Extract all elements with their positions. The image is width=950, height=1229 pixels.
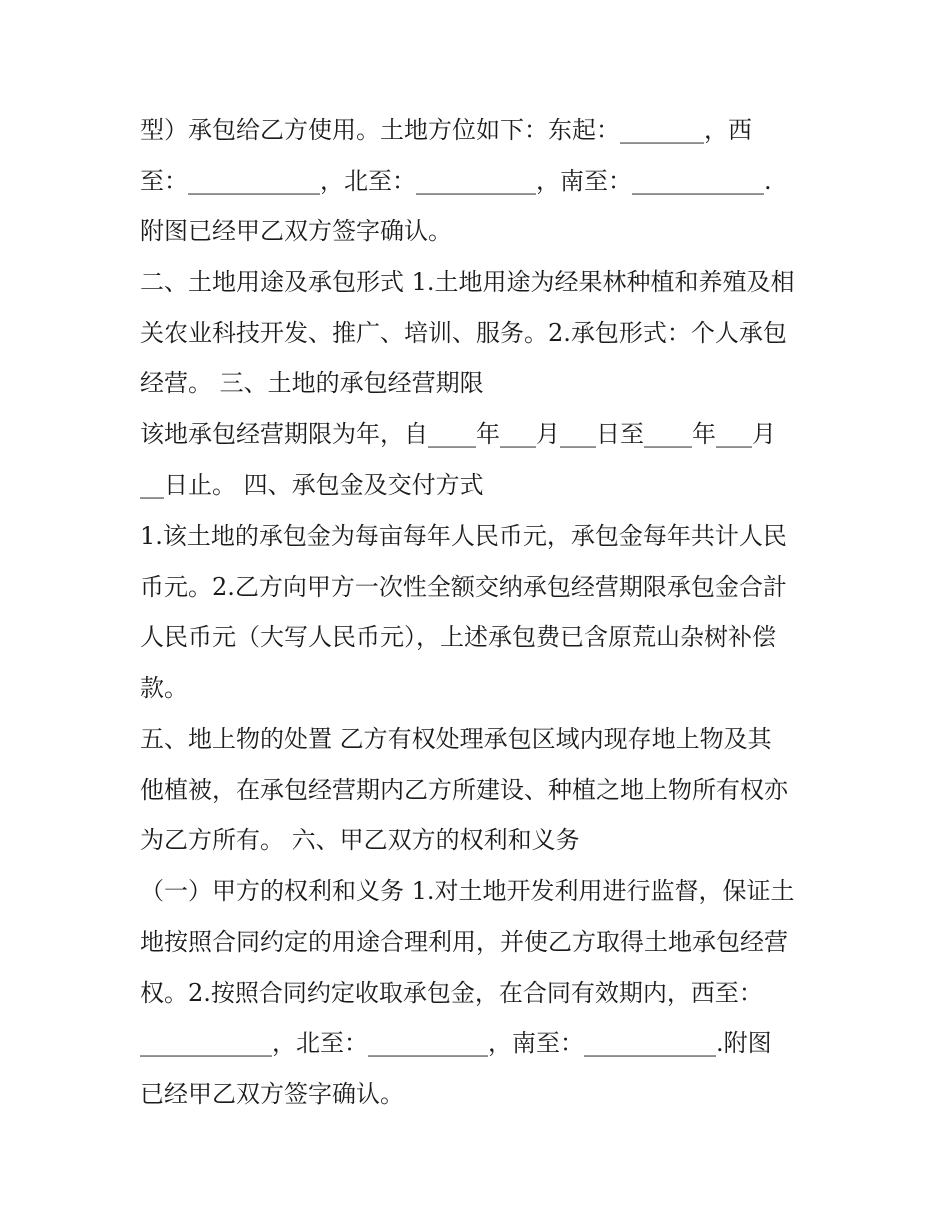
text-line-17: 地按照合同约定的用途合理利用，并使乙方取得土地承包经营 xyxy=(140,928,788,956)
text-line-16: （一）甲方的权利和义务 1.对土地开发利用进行监督，保证土 xyxy=(140,877,795,905)
text-line-7: 该地承包经营期限为年，自____年___月___日至____年___月 xyxy=(140,420,776,448)
text-line-6: 经营。 三、土地的承包经营期限 xyxy=(140,369,484,397)
text-line-13: 五、地上物的处置 乙方有权处理承包区域内现存地上物及其 xyxy=(140,725,772,753)
text-line-11: 人民币元（大写人民币元），上述承包费已含原荒山杂树补偿 xyxy=(140,623,776,651)
text-line-9: 1.该土地的承包金为每亩每年人民币元，承包金每年共计人民 xyxy=(140,522,787,550)
text-line-5: 关农业科技开发、推广、培训、服务。2.承包形式：个人承包 xyxy=(140,319,787,347)
text-line-18: 权。2.按照合同约定收取承包金，在合同有效期内，西至： xyxy=(140,979,763,1007)
text-line-1: 型）承包给乙方使用。土地方位如下：东起：_______，西 xyxy=(140,116,752,144)
text-line-8: __日止。 四、承包金及交付方式 xyxy=(140,471,484,499)
text-line-14: 他植被，在承包经营期内乙方所建设、种植之地上物所有权亦 xyxy=(140,776,788,804)
text-line-2: 至：___________，北至：__________，南至：___________. xyxy=(140,167,772,195)
text-line-15: 为乙方所有。 六、甲乙双方的权利和义务 xyxy=(140,826,580,854)
text-line-12: 款。 xyxy=(140,674,188,702)
text-line-10: 币元。2.乙方向甲方一次性全额交纳承包经营期限承包金合計 xyxy=(140,573,787,601)
text-line-19: ___________，北至：__________，南至：___________.附图 xyxy=(140,1029,772,1057)
text-line-3: 附图已经甲乙双方签字确认。 xyxy=(140,217,452,245)
text-line-20: 已经甲乙双方签字确认。 xyxy=(140,1080,404,1108)
text-line-4: 二、土地用途及承包形式 1.土地用途为经果林种植和养殖及相 xyxy=(140,268,795,296)
